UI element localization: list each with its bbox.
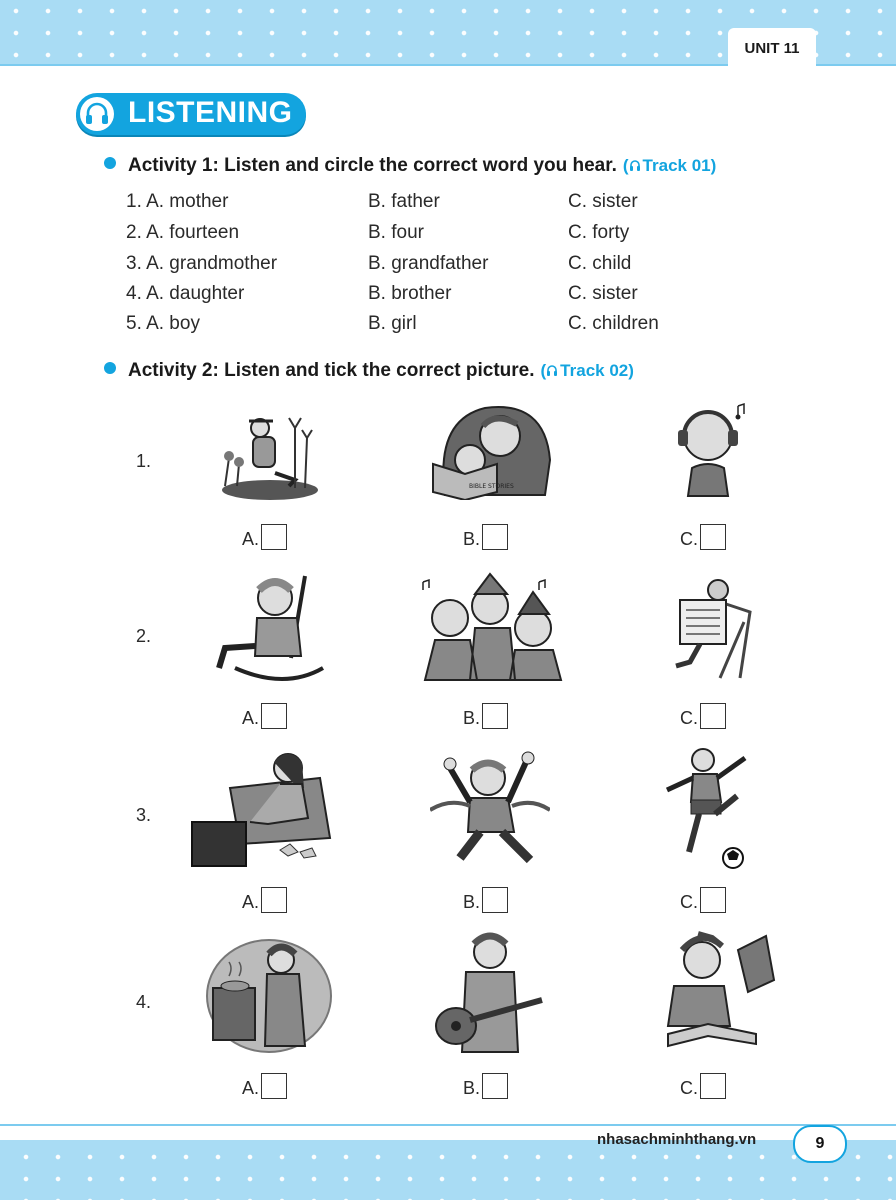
question-1-number: 1. [136, 451, 152, 471]
tick-box[interactable] [261, 1073, 287, 1099]
a1-item5-c: C. children [568, 313, 659, 334]
question-3-number: 3. [136, 805, 152, 825]
a1-item3-a: 3. A. grandmother [126, 253, 278, 274]
tick-box[interactable] [261, 703, 287, 729]
option-letter: A. [242, 708, 260, 728]
option-letter: B. [463, 529, 481, 549]
q1-option-c[interactable] [680, 524, 726, 550]
activity1-heading [104, 155, 716, 177]
activity1-title: Activity 1: Listen and circle the correct word you hear. [128, 155, 617, 176]
option-letter: C. [680, 892, 698, 912]
a1-item2-c: C. forty [568, 222, 630, 243]
tick-box[interactable] [482, 1073, 508, 1099]
tick-box[interactable] [482, 524, 508, 550]
footer-rule [0, 1124, 896, 1126]
q4-option-c[interactable] [680, 1073, 726, 1099]
activity2-title: Activity 2: Listen and tick the correct picture. [128, 360, 535, 381]
man-reading-newspaper-image [660, 572, 760, 682]
headphones-icon [629, 157, 641, 177]
q2-option-b[interactable] [463, 703, 508, 729]
q1-option-b[interactable] [463, 524, 508, 550]
q2-option-a[interactable] [242, 703, 287, 729]
activity2-track-label: Track 02 [560, 361, 629, 380]
boy-with-guitar-image [430, 928, 548, 1056]
a1-item4-c: C. sister [568, 283, 638, 304]
a1-item4-a: 4. A. daughter [126, 283, 245, 304]
boy-with-headphones-image [658, 396, 758, 501]
bottom-pattern-band [0, 1140, 896, 1200]
option-letter: A. [242, 1078, 260, 1098]
option-letter: B. [463, 892, 481, 912]
option-letter: B. [463, 708, 481, 728]
activity1-track-label: Track 01 [642, 156, 711, 175]
bible-stories-text: BIBLE STORIES [469, 483, 514, 490]
mother-cooking-image [205, 934, 333, 1054]
q3-option-b[interactable] [463, 887, 508, 913]
a1-item3-b: B. grandfather [368, 253, 489, 274]
section-title: LISTENING [128, 96, 293, 129]
option-letter: A. [242, 892, 260, 912]
bullet-dot [104, 362, 116, 374]
tick-box[interactable] [700, 1073, 726, 1099]
option-letter: A. [242, 529, 260, 549]
bullet-dot [104, 157, 116, 169]
option-letter: B. [463, 1078, 481, 1098]
girl-on-sofa-watching-tv-image [190, 748, 350, 868]
tick-box[interactable] [700, 524, 726, 550]
happy-running-boy-image [430, 748, 550, 870]
a1-item1-b: B. father [368, 191, 440, 212]
a1-item5-a: 5. A. boy [126, 313, 200, 334]
q3-option-a[interactable] [242, 887, 287, 913]
activity2-heading [104, 360, 634, 382]
question-4-number: 4. [136, 992, 152, 1012]
tick-box[interactable] [700, 887, 726, 913]
gardening-grandfather-image [215, 398, 325, 503]
activity2-track: ( Track 02) [540, 361, 634, 380]
tick-box[interactable] [482, 703, 508, 729]
q4-option-a[interactable] [242, 1073, 287, 1099]
tick-box[interactable] [700, 703, 726, 729]
option-letter: C. [680, 708, 698, 728]
father-reading-bible-stories-image [425, 400, 555, 500]
headphones-icon [80, 97, 114, 131]
section-title-pill [76, 93, 306, 135]
headphones-icon [546, 362, 558, 382]
page-number: 9 [793, 1125, 847, 1163]
carol-singers-image [415, 568, 565, 686]
activity1-track: ( Track 01) [622, 156, 717, 175]
boy-reading-books-image [638, 930, 778, 1054]
a1-item5-b: B. girl [368, 313, 417, 334]
a1-item2-a: 2. A. fourteen [126, 222, 240, 243]
unit-tab: UNIT 11 [728, 28, 816, 68]
a1-item1-c: C. sister [568, 191, 638, 212]
option-letter: C. [680, 529, 698, 549]
q1-option-a[interactable] [242, 524, 287, 550]
a1-item1-a: 1. A. mother [126, 191, 229, 212]
a1-item2-b: B. four [368, 222, 424, 243]
q3-option-c[interactable] [680, 887, 726, 913]
q2-option-c[interactable] [680, 703, 726, 729]
grandmother-rocking-chair-image [205, 568, 335, 690]
boy-playing-football-image [655, 746, 755, 871]
tick-box[interactable] [261, 524, 287, 550]
tick-box[interactable] [261, 887, 287, 913]
question-2-number: 2. [136, 626, 152, 646]
tick-box[interactable] [482, 887, 508, 913]
a1-item3-c: C. child [568, 253, 632, 274]
a1-item4-b: B. brother [368, 283, 452, 304]
footer-website: nhasachminhthang.vn [597, 1131, 757, 1148]
q4-option-b[interactable] [463, 1073, 508, 1099]
option-letter: C. [680, 1078, 698, 1098]
